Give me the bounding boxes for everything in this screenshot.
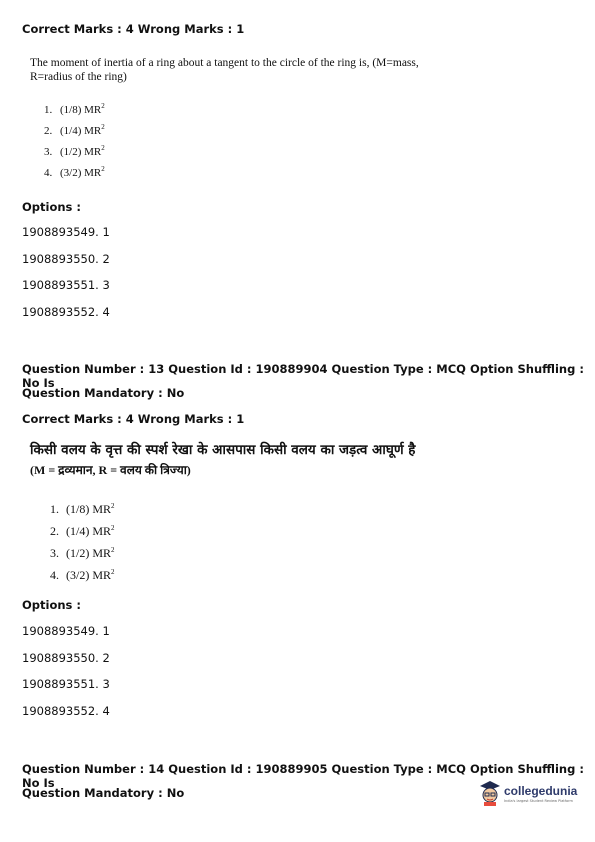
logo-name: collegedunia (504, 783, 578, 798)
question-mandatory: Question Mandatory : No (22, 786, 185, 800)
question-text: The moment of inertia of a ring about a tangent to the circle of the ring is, (M=mass, R=radius of the ring) (30, 57, 419, 83)
option-text: (1/8) MR (60, 104, 102, 116)
option-number: 2. (50, 524, 59, 538)
option-id: 1908893549. 1 (22, 624, 110, 638)
option-id: 1908893552. 4 (22, 304, 110, 319)
option-text: (1/8) MR (66, 502, 111, 516)
option-exponent: 2 (111, 502, 115, 510)
marks-line: Correct Marks : 4 Wrong Marks : 1 (22, 22, 245, 36)
option-list (50, 502, 115, 590)
option-number: 4. (50, 568, 59, 582)
option-text: (3/2) MR (60, 167, 102, 179)
question-text-hindi-line2: (M = द्रव्यमान, R = वलय की त्रिज्या) (30, 463, 191, 477)
option-number: 3. (50, 546, 59, 560)
option-item (44, 144, 105, 165)
option-item (50, 568, 115, 590)
option-exponent: 2 (101, 165, 105, 173)
option-text: (3/2) MR (66, 568, 111, 582)
option-item (44, 123, 105, 144)
option-id-list (22, 624, 110, 730)
option-id: 1908893550. 2 (22, 650, 110, 665)
option-item (50, 546, 115, 568)
option-id: 1908893552. 4 (22, 703, 110, 718)
question-text-hindi-line1: किसी वलय के वृत्त की स्पर्श रेखा के आसपास किसी वलय का जड़त्व आघूर्ण है (30, 442, 416, 458)
option-number: 2. (44, 125, 53, 137)
question-mandatory: Question Mandatory : No (22, 386, 185, 400)
option-exponent: 2 (111, 568, 115, 576)
option-item (50, 502, 115, 524)
option-id: 1908893550. 2 (22, 251, 110, 266)
question-header: Question Number : 13 Question Id : 190889904 Question Type : MCQ Option Shuffling : No Is (22, 362, 584, 390)
options-label: Options : (22, 200, 81, 214)
logo-tagline: India's largest Student Review Platform (504, 798, 573, 803)
option-item (44, 102, 105, 123)
option-number: 3. (44, 146, 53, 158)
option-exponent: 2 (101, 123, 105, 131)
option-exponent: 2 (101, 144, 105, 152)
option-exponent: 2 (111, 546, 115, 554)
graduate-mascot-icon (478, 780, 502, 806)
option-exponent: 2 (101, 102, 105, 110)
option-number: 1. (44, 104, 53, 116)
option-number: 4. (44, 167, 53, 179)
option-number: 1. (50, 502, 59, 516)
option-id-list (22, 225, 110, 331)
option-item (50, 524, 115, 546)
option-text: (1/2) MR (60, 146, 102, 158)
option-item (44, 165, 105, 186)
option-exponent: 2 (111, 524, 115, 532)
question-header: Question Number : 14 Question Id : 190889905 Question Type : MCQ Option Shuffling : No Is (22, 762, 584, 790)
option-id: 1908893551. 3 (22, 677, 110, 691)
option-text: (1/2) MR (66, 546, 111, 560)
collegedunia-logo[interactable] (478, 780, 577, 806)
option-text: (1/4) MR (60, 125, 102, 137)
options-label: Options : (22, 598, 81, 612)
question-text-hindi (30, 440, 490, 480)
option-text: (1/4) MR (66, 524, 111, 538)
option-list (44, 102, 105, 186)
option-id: 1908893549. 1 (22, 225, 110, 239)
marks-line: Correct Marks : 4 Wrong Marks : 1 (22, 412, 245, 426)
option-id: 1908893551. 3 (22, 278, 110, 292)
